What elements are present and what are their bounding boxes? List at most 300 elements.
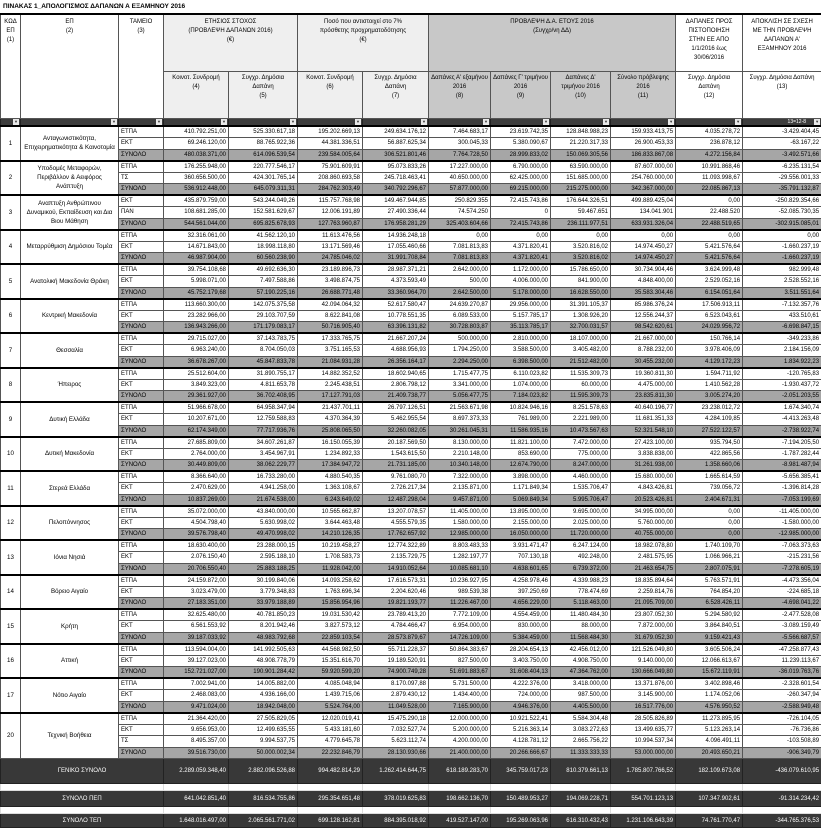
value-cell-col-9[interactable]: 4.006.000,00 [491, 276, 551, 288]
value-cell-col-8[interactable]: 50.864.383,67 [429, 644, 491, 656]
value-cell-col-10[interactable]: 8.251.578,63 [551, 402, 611, 414]
value-cell-col-11[interactable]: 254.760.000,00 [611, 172, 676, 184]
value-cell-col-4[interactable]: 45.752.179,68 [164, 287, 229, 299]
value-cell-col-10[interactable]: 5.584.304,48 [551, 713, 611, 725]
fund-cell[interactable]: ΕΤΠΑ [119, 540, 164, 552]
value-cell-col-4[interactable]: 25.512.604,00 [164, 368, 229, 380]
value-cell-col-5[interactable]: 171.179.083,17 [229, 322, 298, 334]
value-cell-col-12[interactable]: 3.005.274,20 [676, 391, 743, 403]
value-cell-col-13[interactable]: 1.674.340,74 [743, 402, 821, 414]
value-cell-col-9[interactable]: 5.216.363,14 [491, 724, 551, 736]
value-cell-col-13[interactable]: -47.258.877,43 [743, 644, 821, 656]
value-cell-col-12[interactable]: 4.576.950,52 [676, 701, 743, 713]
value-cell-col-6[interactable]: 75.901.609,91 [298, 161, 363, 173]
value-cell-col-8[interactable]: 1.282.197,77 [429, 552, 491, 564]
value-cell-col-6[interactable]: 4.779.645,78 [298, 736, 363, 748]
value-cell-col-9[interactable]: 724.000,00 [491, 690, 551, 702]
value-cell-col-4[interactable]: 10.837.269,00 [164, 494, 229, 506]
value-cell-col-7[interactable]: 28.130.930,66 [363, 747, 429, 759]
value-cell-col-9[interactable]: 35.113.785,17 [491, 322, 551, 334]
value-cell-col-10[interactable]: 775.000,00 [551, 448, 611, 460]
value-cell-col-4[interactable]: 9.656.953,00 [164, 724, 229, 736]
value-cell-col-7[interactable]: 1.543.615,50 [363, 448, 429, 460]
value-cell-col-9[interactable]: 4.638.601,65 [491, 563, 551, 575]
value-cell-col-10[interactable]: 11.720.000,00 [551, 529, 611, 541]
value-cell-col-9[interactable]: 1.074.000,00 [491, 379, 551, 391]
value-cell-col-8[interactable]: 8.130.000,00 [429, 437, 491, 449]
total-value-col-9[interactable]: 195.269.063,96 [491, 814, 551, 828]
filter-dropdown-icon[interactable]: ▼ [13, 119, 19, 125]
value-cell-col-6[interactable]: 2.245.438,51 [298, 379, 363, 391]
value-cell-col-4[interactable]: 27.685.809,00 [164, 437, 229, 449]
value-cell-col-9[interactable]: 1.171.849,34 [491, 483, 551, 495]
value-cell-col-11[interactable]: 134.041.901 [611, 207, 676, 219]
value-cell-col-12[interactable]: 5.123.263,14 [676, 724, 743, 736]
value-cell-col-7[interactable]: 12.774.322,89 [363, 540, 429, 552]
value-cell-col-5[interactable]: 190.901.284,42 [229, 667, 298, 679]
value-cell-col-13[interactable]: -1.396.814,28 [743, 483, 821, 495]
value-cell-col-10[interactable]: 60.000,00 [551, 379, 611, 391]
value-cell-col-5[interactable]: 41.562.120,10 [229, 230, 298, 242]
value-cell-col-6[interactable]: 4.085.048,94 [298, 678, 363, 690]
value-cell-col-7[interactable]: 33.360.964,70 [363, 287, 429, 299]
value-cell-col-12[interactable]: 6.528.426,11 [676, 598, 743, 610]
value-cell-col-12[interactable]: 11.273.895,95 [676, 713, 743, 725]
value-cell-col-12[interactable]: 3.624.999,48 [676, 264, 743, 276]
value-cell-col-9[interactable]: 761.989,00 [491, 414, 551, 426]
value-cell-col-13[interactable]: -11.405.000,00 [743, 506, 821, 518]
value-cell-col-4[interactable]: 2.764.000,00 [164, 448, 229, 460]
value-cell-col-9[interactable]: 5.384.459,00 [491, 632, 551, 644]
value-cell-col-13[interactable]: 982.999,48 [743, 264, 821, 276]
value-cell-col-12[interactable]: 5.294.580,92 [676, 609, 743, 621]
value-cell-col-10[interactable]: 4.405.500,00 [551, 701, 611, 713]
value-cell-col-10[interactable]: 987.500,00 [551, 690, 611, 702]
value-cell-col-4[interactable]: 8.366.640,00 [164, 471, 229, 483]
value-cell-col-12[interactable]: 4.035.278,72 [676, 126, 743, 138]
value-cell-col-7[interactable]: 15.475.290,18 [363, 713, 429, 725]
value-cell-col-5[interactable]: 37.143.783,75 [229, 333, 298, 345]
value-cell-col-7[interactable]: 245.718.463,41 [363, 172, 429, 184]
value-cell-col-11[interactable]: 52.321.548,10 [611, 425, 676, 437]
value-cell-col-11[interactable]: 130.666.049,80 [611, 667, 676, 679]
value-cell-col-12[interactable]: 0,00 [676, 529, 743, 541]
value-cell-col-9[interactable]: 3.898.000,00 [491, 471, 551, 483]
value-cell-col-6[interactable]: 10.565.662,87 [298, 506, 363, 518]
value-cell-col-9[interactable]: 0,00 [491, 230, 551, 242]
value-cell-col-11[interactable]: 5.760.000,00 [611, 517, 676, 529]
value-cell-col-7[interactable]: 55.711.228,37 [363, 644, 429, 656]
fund-cell[interactable]: ΣΥΝΟΛΟ [119, 667, 164, 679]
value-cell-col-13[interactable]: -4.698.041,22 [743, 598, 821, 610]
value-cell-col-7[interactable]: 74.900.749,28 [363, 667, 429, 679]
value-cell-col-9[interactable]: 72.415.743,86 [491, 218, 551, 230]
value-cell-col-5[interactable]: 43.840.000,00 [229, 506, 298, 518]
value-cell-col-9[interactable]: 10.921.522,41 [491, 713, 551, 725]
value-cell-col-11[interactable]: 30.734.904,46 [611, 264, 676, 276]
value-cell-col-13[interactable]: 1.834.922,23 [743, 356, 821, 368]
value-cell-col-7[interactable]: 31.991.708,84 [363, 253, 429, 265]
value-cell-col-9[interactable]: 23.619.742,35 [491, 126, 551, 138]
total-value-col-7[interactable]: 378.019.625,83 [363, 791, 429, 807]
fund-cell[interactable]: ΣΥΝΟΛΟ [119, 253, 164, 265]
value-cell-col-11[interactable]: 53.000.000,00 [611, 747, 676, 759]
value-cell-col-8[interactable]: 8.803.483,33 [429, 540, 491, 552]
value-cell-col-5[interactable]: 141.992.505,63 [229, 644, 298, 656]
value-cell-col-6[interactable]: 3.644.463,48 [298, 517, 363, 529]
value-cell-col-10[interactable]: 7.472.000,00 [551, 437, 611, 449]
value-cell-col-8[interactable]: 21.563.671,98 [429, 402, 491, 414]
value-cell-col-11[interactable]: 7.872.000,00 [611, 621, 676, 633]
value-cell-col-8[interactable]: 11.226.467,00 [429, 598, 491, 610]
fund-cell[interactable]: ΕΚΤ [119, 690, 164, 702]
value-cell-col-11[interactable]: 499.889.425,04 [611, 195, 676, 207]
value-cell-col-6[interactable]: 59.920.599,20 [298, 667, 363, 679]
value-cell-col-10[interactable]: 5.995.706,47 [551, 494, 611, 506]
value-cell-col-6[interactable]: 50.716.905,40 [298, 322, 363, 334]
value-cell-col-12[interactable]: 22.488.519,65 [676, 218, 743, 230]
value-cell-col-4[interactable]: 39.754.108,68 [164, 264, 229, 276]
fund-cell[interactable]: ΕΤΠΑ [119, 161, 164, 173]
value-cell-col-13[interactable]: -8.981.487,94 [743, 460, 821, 472]
value-cell-col-12[interactable]: 2.807.075,91 [676, 563, 743, 575]
value-cell-col-7[interactable]: 12.487.298,04 [363, 494, 429, 506]
value-cell-col-13[interactable]: 0,00 [743, 230, 821, 242]
value-cell-col-13[interactable]: -302.915.085,01 [743, 218, 821, 230]
value-cell-col-9[interactable]: 5.157.785,17 [491, 310, 551, 322]
value-cell-col-9[interactable]: 707.130,18 [491, 552, 551, 564]
filter-dropdown-icon[interactable]: ▼ [735, 119, 741, 125]
value-cell-col-10[interactable]: 59.467.651 [551, 207, 611, 219]
value-cell-col-4[interactable]: 536.912.448,00 [164, 184, 229, 196]
value-cell-col-10[interactable]: 492.248,00 [551, 552, 611, 564]
value-cell-col-9[interactable]: 1.172.000,00 [491, 264, 551, 276]
value-cell-col-9[interactable]: 11.586.935,16 [491, 425, 551, 437]
value-cell-col-5[interactable]: 64.958.347,94 [229, 402, 298, 414]
value-cell-col-6[interactable]: 14.210.126,35 [298, 529, 363, 541]
value-cell-col-8[interactable]: 8.697.373,33 [429, 414, 491, 426]
value-cell-col-11[interactable]: 18.835.894,64 [611, 575, 676, 587]
value-cell-col-7[interactable]: 18.602.940,65 [363, 368, 429, 380]
value-cell-col-5[interactable]: 27.505.829,05 [229, 713, 298, 725]
value-cell-col-12[interactable]: 11.093.998,67 [676, 172, 743, 184]
value-cell-col-5[interactable]: 424.301.765,14 [229, 172, 298, 184]
value-cell-col-7[interactable]: 19.189.520,91 [363, 655, 429, 667]
filter-dropdown-icon[interactable]: ▼ [421, 119, 427, 125]
total-value-col-6[interactable]: 699.128.162,81 [298, 814, 363, 828]
value-cell-col-6[interactable]: 1.763.696,34 [298, 586, 363, 598]
value-cell-col-5[interactable]: 30.199.840,06 [229, 575, 298, 587]
value-cell-col-13[interactable]: -120.765,83 [743, 368, 821, 380]
value-cell-col-8[interactable]: 30.728.803,87 [429, 322, 491, 334]
value-cell-col-10[interactable]: 11.480.484,30 [551, 609, 611, 621]
value-cell-col-6[interactable]: 23.189.896,73 [298, 264, 363, 276]
fund-cell[interactable]: ΣΥΝΟΛΟ [119, 287, 164, 299]
value-cell-col-7[interactable]: 27.490.336,44 [363, 207, 429, 219]
value-cell-col-13[interactable]: -5.656.385,41 [743, 471, 821, 483]
value-cell-col-8[interactable]: 4.200.000,00 [429, 736, 491, 748]
value-cell-col-4[interactable]: 32.625.480,00 [164, 609, 229, 621]
fund-cell[interactable]: ΕΚΤ [119, 483, 164, 495]
value-cell-col-7[interactable]: 7.032.527,74 [363, 724, 429, 736]
value-cell-col-13[interactable]: -3.429.404,45 [743, 126, 821, 138]
value-cell-col-6[interactable]: 42.094.064,32 [298, 299, 363, 311]
value-cell-col-4[interactable]: 3.849.323,00 [164, 379, 229, 391]
value-cell-col-12[interactable]: 739.056,72 [676, 483, 743, 495]
value-cell-col-5[interactable]: 3.779.348,83 [229, 586, 298, 598]
value-cell-col-5[interactable]: 88.765.922,36 [229, 138, 298, 150]
total-value-col-11[interactable]: 1.785.807.766,52 [611, 759, 676, 784]
value-cell-col-4[interactable]: 4.504.798,40 [164, 517, 229, 529]
value-cell-col-4[interactable]: 32.316.061,00 [164, 230, 229, 242]
value-cell-col-7[interactable]: 11.049.528,00 [363, 701, 429, 713]
value-cell-col-7[interactable]: 2.806.798,12 [363, 379, 429, 391]
value-cell-col-9[interactable]: 5.380.090,67 [491, 138, 551, 150]
value-cell-col-4[interactable]: 113.660.300,00 [164, 299, 229, 311]
value-cell-col-13[interactable]: -29.556.001,33 [743, 172, 821, 184]
total-value-col-10[interactable]: 194.069.228,71 [551, 791, 611, 807]
total-value-col-4[interactable]: 2.289.059.348,40 [164, 759, 229, 784]
value-cell-col-4[interactable]: 69.246.120,00 [164, 138, 229, 150]
value-cell-col-12[interactable]: 1.594.711,92 [676, 368, 743, 380]
value-cell-col-10[interactable]: 128.848.988,23 [551, 126, 611, 138]
value-cell-col-7[interactable]: 26.356.164,17 [363, 356, 429, 368]
value-cell-col-4[interactable]: 62.174.349,00 [164, 425, 229, 437]
total-value-col-8[interactable]: 419.527.147,00 [429, 814, 491, 828]
value-cell-col-6[interactable]: 13.171.569,46 [298, 241, 363, 253]
value-cell-col-8[interactable]: 989.539,38 [429, 586, 491, 598]
value-cell-col-9[interactable]: 72.415.743,86 [491, 195, 551, 207]
fund-cell[interactable]: ΕΤΠΑ [119, 299, 164, 311]
fund-cell[interactable]: ΕΚΤ [119, 241, 164, 253]
value-cell-col-11[interactable]: 15.680.000,00 [611, 471, 676, 483]
value-cell-col-13[interactable]: -6.698.847,15 [743, 322, 821, 334]
value-cell-col-11[interactable]: 34.995.000,00 [611, 506, 676, 518]
value-cell-col-11[interactable]: 27.423.100,00 [611, 437, 676, 449]
fund-cell[interactable]: ΕΤΠΑ [119, 678, 164, 690]
value-cell-col-10[interactable]: 176.644.326,51 [551, 195, 611, 207]
fund-cell[interactable]: ΣΥΝΟΛΟ [119, 391, 164, 403]
value-cell-col-12[interactable]: 22.085.867,13 [676, 184, 743, 196]
value-cell-col-9[interactable]: 6.398.500,00 [491, 356, 551, 368]
value-cell-col-6[interactable]: 284.762.303,49 [298, 184, 363, 196]
value-cell-col-7[interactable]: 26.797.126,51 [363, 402, 429, 414]
total-value-col-11[interactable]: 1.231.106.643,39 [611, 814, 676, 828]
total-value-col-7[interactable]: 884.395.018,92 [363, 814, 429, 828]
value-cell-col-5[interactable]: 45.847.833,78 [229, 356, 298, 368]
value-cell-col-7[interactable]: 149.467.944,85 [363, 195, 429, 207]
value-cell-col-12[interactable]: 5.421.576,64 [676, 241, 743, 253]
value-cell-col-8[interactable]: 3.341.000,00 [429, 379, 491, 391]
value-cell-col-4[interactable]: 6.963.240,00 [164, 345, 229, 357]
value-cell-col-11[interactable]: 23.807.052,30 [611, 609, 676, 621]
value-cell-col-13[interactable]: -7.063.373,63 [743, 540, 821, 552]
value-cell-col-8[interactable]: 2.135.871,00 [429, 483, 491, 495]
value-cell-col-4[interactable]: 30.449.809,00 [164, 460, 229, 472]
value-cell-col-5[interactable]: 57.190.225,16 [229, 287, 298, 299]
fund-cell[interactable]: ΕΤΠΑ [119, 437, 164, 449]
value-cell-col-11[interactable]: 13.371.876,00 [611, 678, 676, 690]
value-cell-col-6[interactable]: 8.622.841,08 [298, 310, 363, 322]
value-cell-col-13[interactable]: -35.791.132,87 [743, 184, 821, 196]
fund-cell[interactable]: ΣΥΝΟΛΟ [119, 701, 164, 713]
value-cell-col-10[interactable]: 0,00 [551, 230, 611, 242]
value-cell-col-6[interactable]: 22.232.846,79 [298, 747, 363, 759]
filter-dropdown-icon[interactable]: ▼ [543, 119, 549, 125]
value-cell-col-8[interactable]: 57.877.000,00 [429, 184, 491, 196]
value-cell-col-7[interactable]: 28.987.371,21 [363, 264, 429, 276]
value-cell-col-8[interactable]: 7.772.109,00 [429, 609, 491, 621]
value-cell-col-4[interactable]: 480.038.371,00 [164, 149, 229, 161]
value-cell-col-8[interactable]: 21.400.000,00 [429, 747, 491, 759]
value-cell-col-4[interactable]: 7.002.941,00 [164, 678, 229, 690]
value-cell-col-10[interactable]: 18.107.000,00 [551, 333, 611, 345]
value-cell-col-5[interactable]: 4.811.653,78 [229, 379, 298, 391]
fund-cell[interactable]: ΕΤΠΑ [119, 264, 164, 276]
value-cell-col-4[interactable]: 6.561.553,92 [164, 621, 229, 633]
value-cell-col-5[interactable]: 220.777.546,17 [229, 161, 298, 173]
value-cell-col-11[interactable]: 121.526.049,80 [611, 644, 676, 656]
value-cell-col-9[interactable]: 12.674.790,00 [491, 460, 551, 472]
value-cell-col-9[interactable]: 4.258.978,46 [491, 575, 551, 587]
value-cell-col-11[interactable]: 342.367.000,00 [611, 184, 676, 196]
value-cell-col-12[interactable]: 3.864.840,51 [676, 621, 743, 633]
value-cell-col-7[interactable]: 95.073.833,26 [363, 161, 429, 173]
value-cell-col-11[interactable]: 35.583.304,46 [611, 287, 676, 299]
fund-cell[interactable]: ΕΚΤ [119, 621, 164, 633]
value-cell-col-5[interactable]: 12.759.588,83 [229, 414, 298, 426]
value-cell-col-6[interactable]: 3.751.165,53 [298, 345, 363, 357]
value-cell-col-10[interactable]: 4.908.750,00 [551, 655, 611, 667]
value-cell-col-10[interactable]: 2.025.000,00 [551, 517, 611, 529]
total-value-col-8[interactable]: 198.662.136,70 [429, 791, 491, 807]
value-cell-col-10[interactable]: 11.568.484,30 [551, 632, 611, 644]
value-cell-col-11[interactable]: 159.933.413,75 [611, 126, 676, 138]
value-cell-col-11[interactable]: 186.833.867,08 [611, 149, 676, 161]
total-value-col-9[interactable]: 345.759.017,23 [491, 759, 551, 784]
value-cell-col-12[interactable]: 5.421.576,64 [676, 253, 743, 265]
value-cell-col-11[interactable]: 40.755.000,00 [611, 529, 676, 541]
value-cell-col-7[interactable]: 4.688.956,93 [363, 345, 429, 357]
value-cell-col-13[interactable]: -3.492.571,66 [743, 149, 821, 161]
fund-cell[interactable]: ΣΥΝΟΛΟ [119, 529, 164, 541]
value-cell-col-5[interactable]: 3.454.967,91 [229, 448, 298, 460]
value-cell-col-9[interactable]: 31.608.404,13 [491, 667, 551, 679]
value-cell-col-9[interactable]: 4.128.781,12 [491, 736, 551, 748]
value-cell-col-13[interactable]: -12.985.000,00 [743, 529, 821, 541]
value-cell-col-10[interactable]: 5.118.463,00 [551, 598, 611, 610]
value-cell-col-9[interactable]: 5.069.849,34 [491, 494, 551, 506]
value-cell-col-7[interactable]: 14.910.052,64 [363, 563, 429, 575]
value-cell-col-7[interactable]: 21.667.207,24 [363, 333, 429, 345]
value-cell-col-4[interactable]: 24.159.872,00 [164, 575, 229, 587]
value-cell-col-12[interactable]: 6.523.043,61 [676, 310, 743, 322]
value-cell-col-9[interactable]: 4.371.820,41 [491, 253, 551, 265]
value-cell-col-6[interactable]: 1.439.715,06 [298, 690, 363, 702]
value-cell-col-6[interactable]: 127.763.960,87 [298, 218, 363, 230]
value-cell-col-7[interactable]: 5.623.112,74 [363, 736, 429, 748]
value-cell-col-13[interactable]: -7.053.199,69 [743, 494, 821, 506]
value-cell-col-5[interactable]: 525.330.617,18 [229, 126, 298, 138]
filter-dropdown-icon[interactable]: ▼ [603, 119, 609, 125]
value-cell-col-11[interactable]: 633.931.326,04 [611, 218, 676, 230]
value-cell-col-7[interactable]: 63.396.131,82 [363, 322, 429, 334]
value-cell-col-6[interactable]: 24.785.046,02 [298, 253, 363, 265]
value-cell-col-4[interactable]: 2.468.083,00 [164, 690, 229, 702]
value-cell-col-7[interactable]: 32.260.082,05 [363, 425, 429, 437]
value-cell-col-6[interactable]: 11.613.476,56 [298, 230, 363, 242]
value-cell-col-9[interactable]: 0 [491, 207, 551, 219]
value-cell-col-7[interactable]: 21.409.738,77 [363, 391, 429, 403]
value-cell-col-13[interactable]: -103.508,89 [743, 736, 821, 748]
fund-cell[interactable]: ΕΤΠΑ [119, 575, 164, 587]
value-cell-col-7[interactable]: 23.789.413,20 [363, 609, 429, 621]
value-cell-col-10[interactable]: 32.700.031,57 [551, 322, 611, 334]
value-cell-col-9[interactable]: 28.999.833,02 [491, 149, 551, 161]
value-cell-col-4[interactable]: 18.630.400,00 [164, 540, 229, 552]
value-cell-col-7[interactable]: 2.879.430,12 [363, 690, 429, 702]
value-cell-col-12[interactable]: 24.029.956,72 [676, 322, 743, 334]
value-cell-col-8[interactable]: 30.261.045,31 [429, 425, 491, 437]
total-value-col-6[interactable]: 295.354.651,48 [298, 791, 363, 807]
value-cell-col-4[interactable]: 8.495.357,00 [164, 736, 229, 748]
value-cell-col-7[interactable]: 17.762.657,92 [363, 529, 429, 541]
value-cell-col-11[interactable]: 19.360.811,30 [611, 368, 676, 380]
value-cell-col-4[interactable]: 2.076.150,40 [164, 552, 229, 564]
value-cell-col-11[interactable]: 85.986.376,24 [611, 299, 676, 311]
value-cell-col-5[interactable]: 614.096.539,54 [229, 149, 298, 161]
value-cell-col-12[interactable]: 4.284.109,85 [676, 414, 743, 426]
filter-dropdown-icon[interactable]: ▼ [111, 119, 117, 125]
value-cell-col-8[interactable]: 500.000,00 [429, 333, 491, 345]
total-value-col-5[interactable]: 816.534.755,86 [229, 791, 298, 807]
value-cell-col-9[interactable]: 4.946.376,00 [491, 701, 551, 713]
fund-cell[interactable]: ΕΚΤ [119, 138, 164, 150]
value-cell-col-5[interactable]: 9.994.537,75 [229, 736, 298, 748]
value-cell-col-9[interactable]: 13.895.000,00 [491, 506, 551, 518]
value-cell-col-6[interactable]: 44.568.982,50 [298, 644, 363, 656]
value-cell-col-4[interactable]: 108.681.285,00 [164, 207, 229, 219]
value-cell-col-12[interactable]: 4.096.491,11 [676, 736, 743, 748]
value-cell-col-4[interactable]: 2.470.629,00 [164, 483, 229, 495]
value-cell-col-9[interactable]: 16.050.000,00 [491, 529, 551, 541]
fund-cell[interactable]: ΕΚΤ [119, 414, 164, 426]
value-cell-col-12[interactable]: 236.878,12 [676, 138, 743, 150]
fund-cell[interactable]: ΕΚΤ [119, 195, 164, 207]
value-cell-col-11[interactable]: 4.843.426,81 [611, 483, 676, 495]
value-cell-col-6[interactable]: 21.084.931,28 [298, 356, 363, 368]
value-cell-col-9[interactable]: 6.110.023,82 [491, 368, 551, 380]
fund-cell[interactable]: ΕΤΠΑ [119, 506, 164, 518]
value-cell-col-9[interactable]: 29.956.000,00 [491, 299, 551, 311]
value-cell-col-8[interactable]: 827.500,00 [429, 655, 491, 667]
value-cell-col-10[interactable]: 10.473.567,63 [551, 425, 611, 437]
value-cell-col-4[interactable]: 152.721.027,00 [164, 667, 229, 679]
value-cell-col-8[interactable]: 500,00 [429, 276, 491, 288]
value-cell-col-13[interactable]: -2.738.922,74 [743, 425, 821, 437]
value-cell-col-5[interactable]: 49.470.998,02 [229, 529, 298, 541]
value-cell-col-5[interactable]: 16.733.280,00 [229, 471, 298, 483]
value-cell-col-9[interactable]: 62.425.000,00 [491, 172, 551, 184]
value-cell-col-5[interactable]: 142.075.375,58 [229, 299, 298, 311]
value-cell-col-6[interactable]: 26.688.771,48 [298, 287, 363, 299]
value-cell-col-11[interactable]: 21.463.654,75 [611, 563, 676, 575]
value-cell-col-11[interactable]: 4.848.400,00 [611, 276, 676, 288]
fund-cell[interactable]: ΕΤΠΑ [119, 644, 164, 656]
fund-cell[interactable]: ΣΥΝΟΛΟ [119, 322, 164, 334]
fund-cell[interactable]: ΣΥΝΟΛΟ [119, 494, 164, 506]
value-cell-col-9[interactable]: 4.371.820,41 [491, 241, 551, 253]
